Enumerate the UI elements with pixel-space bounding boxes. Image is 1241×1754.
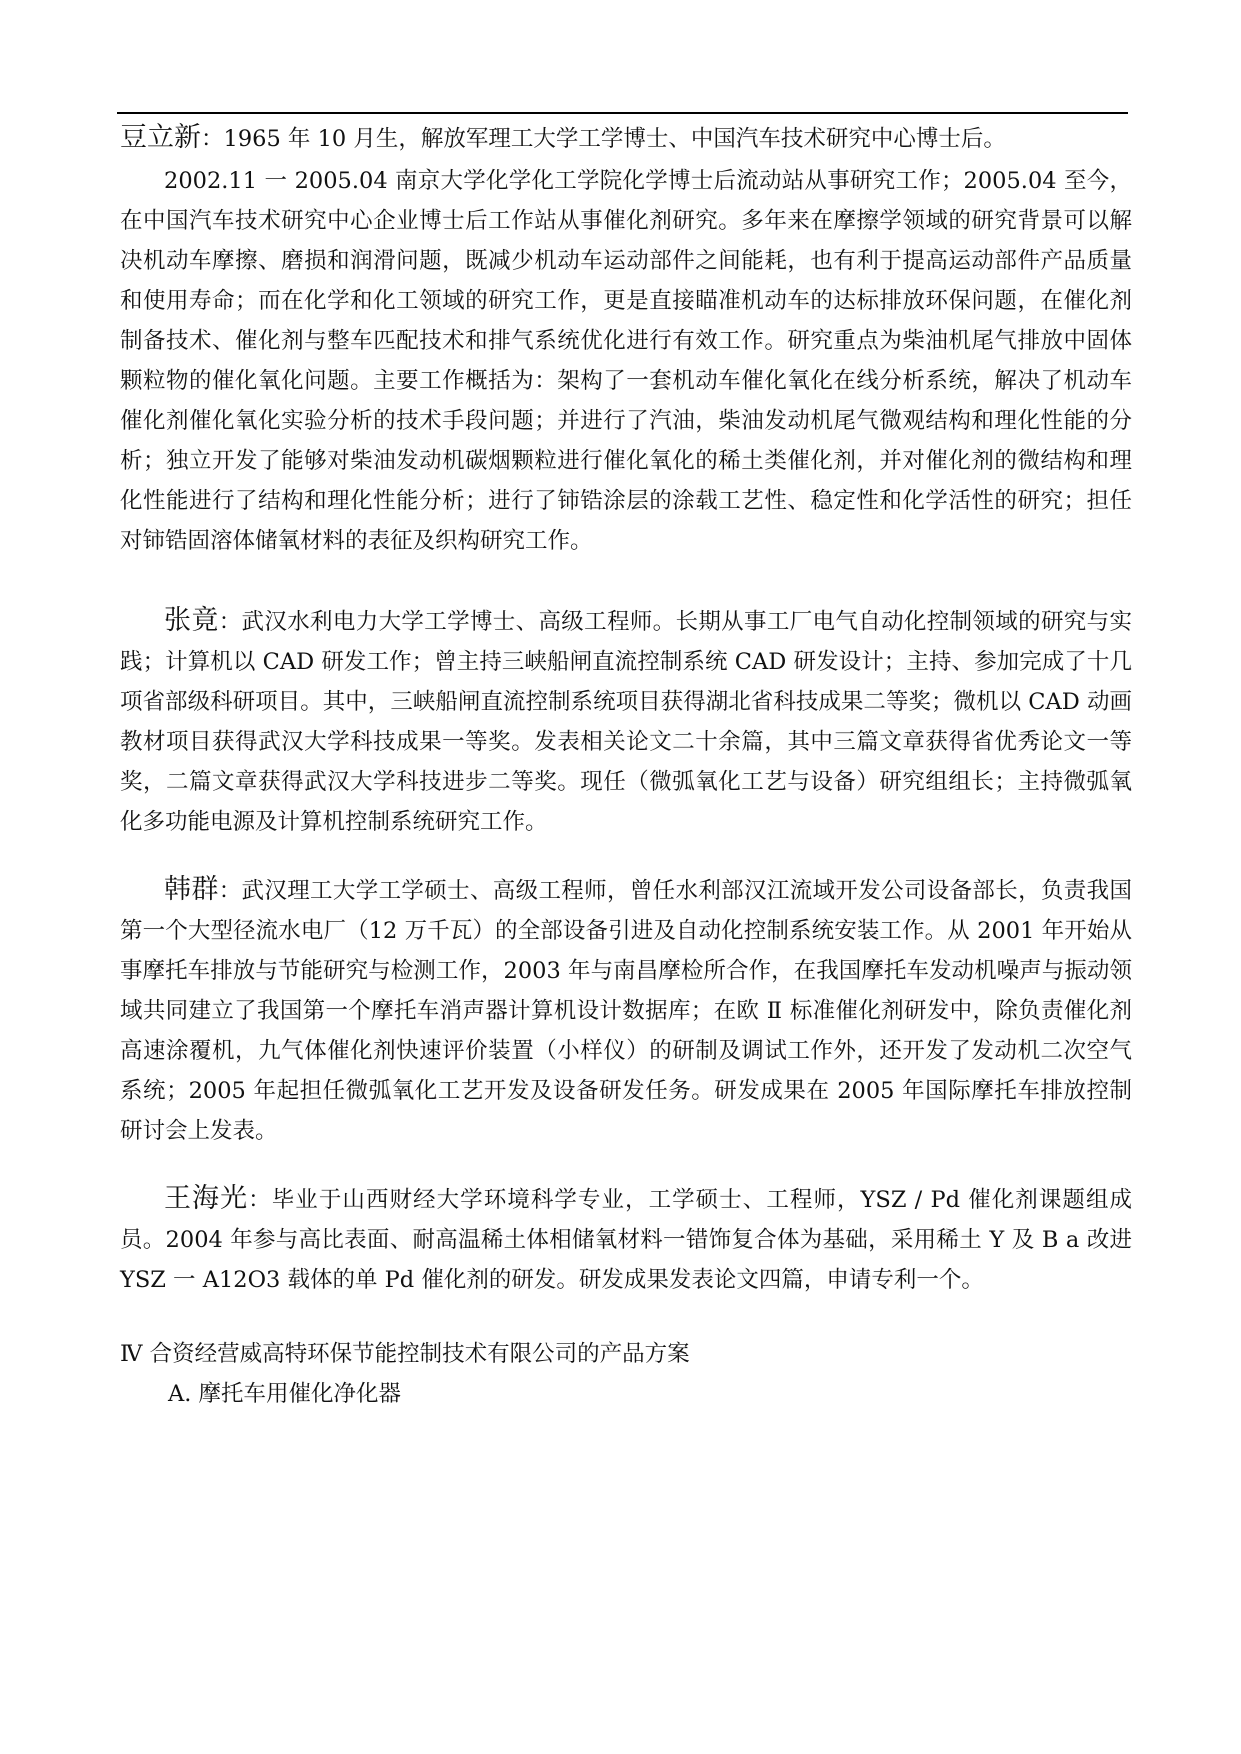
name-separator: ： [218,878,242,904]
document-body [120,120,1132,1414]
bio-zhangjing [120,601,1132,842]
sub-heading: A. 摩托车用催化净化器 [168,1381,402,1407]
bio-wanghaiguang [120,1179,1132,1300]
bio-text: 武汉水利电力大学工学博士、高级工程师。长期从事工厂电气自动化控制领域的研究与实践；计算机以 CAD 研发工作；曾主持三峡船闸直流控制系统 CAD 研发设计；主持、参加完成了十几项省部级科研项目。其中，三峡船闸直流控制系统项目获得湖北省科技成果二等奖；微机以 CAD 动画教材项目获得武汉大学科技成果一等奖。发表相关论文二十余篇，其中三篇文章获得省优秀论文一等奖，二篇文章获得武汉大学科技进步二等奖。现任（微弧氧化工艺与设备）研究组组长；主持微弧氧化多功能电源及计算机控制系统研究工作。 [120,609,1132,835]
person-name: 韩群 [164,874,219,905]
bio-intro-text: 1965 年 10 月生，解放军理工大学工学博士、中国汽车技术研究中心博士后。 [223,126,1006,152]
person-name: 豆立新 [120,122,201,153]
section-heading: Ⅳ 合资经营威高特环保节能控制技术有限公司的产品方案 [120,1341,690,1367]
person-name: 张竟 [164,605,219,636]
bio-text: 毕业于山西财经大学环境科学专业，工学硕士、工程师，YSZ / Pd 催化剂课题组成员。2004 年参与高比表面、耐高温稀土体相储氧材料一错饰复合体为基础，采用稀土 Y 及 B a 改进 YSZ 一 A12O3 载体的单 Pd 催化剂的研发。研发成果发表论文四篇，申请专利一个。 [120,1187,1133,1293]
bio-hanqun [120,870,1132,1151]
header-rule [117,112,1128,114]
bio-text: 武汉理工大学工学硕士、高级工程师，曾任水利部汉江流域开发公司设备部长，负责我国第一个大型径流水电厂（12 万千瓦）的全部设备引进及自动化控制系统安装工作。从 2001 年开始从事摩托车排放与节能研究与检测工作，2003 年与南昌摩检所合作，在我国摩托车发动机噪声与振动领域共同建立了我国第一个摩托车消声器计算机设计数据库；在欧 Ⅱ 标准催化剂研发中，除负责催化剂高速涂覆机，九气体催化剂快速评价装置（小样仪）的研制及调试工作外，还开发了发动机二次空气系统；2005 年起担任微弧氧化工艺开发及设备研发任务。研发成果在 2005 年国际摩托车排放控制研讨会上发表。 [120,878,1132,1144]
person-name: 王海光 [164,1183,249,1214]
bio-doulixin-body: 2002.11 一 2005.04 南京大学化学化工学院化学博士后流动站从事研究工作；2005.04 至今，在中国汽车技术研究中心企业博士后工作站从事催化剂研究。多年来在摩擦学领域的研究背景可以解决机动车摩擦、磨损和润滑问题，既减少机动车运动部件之间能耗，也有利于提高运动部件产品质量和使用寿命；而在化学和化工领域的研究工作，更是直接瞄准机动车的达标排放环保问题，在催化剂制备技术、催化剂与整车匹配技术和排气系统优化进行有效工作。研究重点为柴油机尾气排放中固体颗粒物的催化氧化问题。主要工作概括为：架构了一套机动车催化氧化在线分析系统，解决了机动车催化剂催化氧化实验分析的技术手段问题；并进行了汽油，柴油发动机尾气微观结构和理化性能的分析；独立开发了能够对柴油发动机碳烟颗粒进行催化氧化的稀土类催化剂，并对催化剂的微结构和理化性能进行了结构和理化性能分析；进行了铈锆涂层的涂载工艺性、稳定性和化学活性的研究；担任对铈锆固溶体储氧材料的表征及织构研究工作。 [120,168,1132,554]
name-separator: ： [248,1187,272,1213]
bio-doulixin-intro [120,120,1132,157]
name-separator: ： [201,126,224,152]
name-separator: ： [218,609,242,635]
